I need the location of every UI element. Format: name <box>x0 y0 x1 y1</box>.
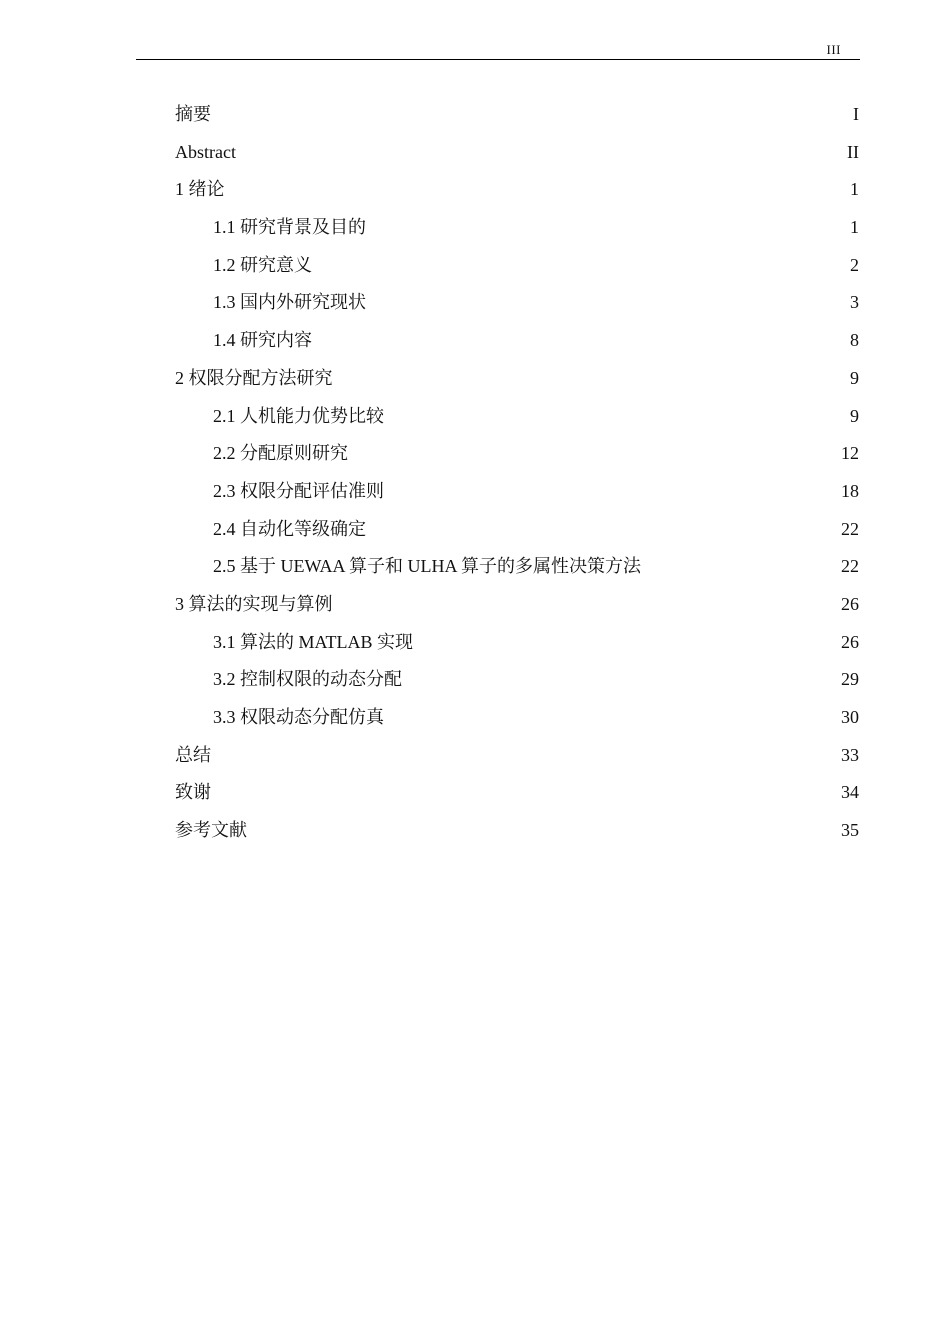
toc-entry-page: 30 <box>841 707 859 727</box>
toc-entry-title: Abstract <box>175 141 236 162</box>
page-number: III <box>826 42 841 57</box>
toc-entry-references[interactable] <box>175 812 859 850</box>
toc-entry-page: 35 <box>841 820 859 841</box>
toc-entry-title: 1.1 研究背景及目的 <box>213 217 366 238</box>
toc-entry-title: 2.4 自动化等级确定 <box>213 518 366 539</box>
toc-entry-acknowledgements[interactable] <box>175 774 859 812</box>
toc-entry-section-1-4[interactable] <box>175 322 859 360</box>
toc-entry-title: 2 权限分配方法研究 <box>175 367 333 388</box>
toc-entry-page: 9 <box>850 405 859 426</box>
toc-entry-section-3-2[interactable] <box>175 661 859 699</box>
toc-entry-page: 12 <box>841 443 859 464</box>
toc-entry-title: 3.2 控制权限的动态分配 <box>213 669 402 690</box>
toc-entry-page: 2 <box>850 254 859 275</box>
toc-entry-title: 1 绪论 <box>175 179 225 200</box>
toc-entry-page: 8 <box>850 330 859 351</box>
toc-entry-title: 总结 <box>175 744 211 765</box>
toc-entry-page: 9 <box>850 367 859 388</box>
toc-entry-section-3-3[interactable] <box>175 699 859 737</box>
toc-entry-section-2-2[interactable] <box>175 435 859 473</box>
table-of-contents <box>175 96 859 850</box>
toc-entry-page: 18 <box>841 480 859 501</box>
toc-entry-title: 1.4 研究内容 <box>213 330 312 351</box>
toc-entry-title: 2.2 分配原则研究 <box>213 443 348 464</box>
toc-entry-section-1-2[interactable] <box>175 247 859 285</box>
toc-entry-section-2-5[interactable] <box>175 548 859 586</box>
toc-entry-title: 2.1 人机能力优势比较 <box>213 405 384 426</box>
toc-entry-section-1-3[interactable] <box>175 284 859 322</box>
toc-entry-conclusion[interactable] <box>175 737 859 775</box>
toc-entry-title: 3.3 权限动态分配仿真 <box>213 707 384 727</box>
toc-entry-page: 26 <box>841 631 859 652</box>
toc-entry-page: II <box>847 141 859 162</box>
toc-entry-title: 3.1 算法的 MATLAB 实现 <box>213 631 414 652</box>
toc-entry-page: I <box>853 104 859 124</box>
toc-entry-chapter-2[interactable] <box>175 360 859 398</box>
toc-entry-page: 22 <box>841 518 859 539</box>
toc-entry-section-2-3[interactable] <box>175 473 859 511</box>
toc-entry-title: 2.3 权限分配评估准则 <box>213 480 384 501</box>
toc-entry-title: 1.3 国内外研究现状 <box>213 292 366 313</box>
toc-entry-chapter-3[interactable] <box>175 586 859 624</box>
toc-entry-title: 3 算法的实现与算例 <box>175 593 333 614</box>
toc-entry-section-3-1[interactable] <box>175 624 859 662</box>
toc-entry-page: 29 <box>841 669 859 690</box>
toc-entry-section-1-1[interactable] <box>175 209 859 247</box>
toc-entry-abstract-en[interactable] <box>175 134 859 172</box>
toc-entry-page: 1 <box>850 217 859 238</box>
toc-entry-page: 3 <box>850 292 859 313</box>
toc-entry-title: 2.5 基于 UEWAA 算子和 ULHA 算子的多属性决策方法 <box>213 556 641 577</box>
toc-entry-title: 致谢 <box>175 782 211 803</box>
toc-entry-page: 26 <box>841 593 859 614</box>
toc-entry-title: 1.2 研究意义 <box>213 254 312 275</box>
toc-entry-page: 22 <box>841 556 859 577</box>
toc-entry-chapter-1[interactable] <box>175 171 859 209</box>
toc-entry-page: 33 <box>841 744 859 765</box>
toc-entry-section-2-4[interactable] <box>175 511 859 549</box>
toc-entry-page: 1 <box>850 179 859 200</box>
toc-entry-title: 摘要 <box>175 104 211 124</box>
toc-entry-abstract-cn[interactable] <box>175 96 859 134</box>
toc-entry-title: 参考文献 <box>175 820 247 841</box>
toc-entry-page: 34 <box>841 782 859 803</box>
toc-entry-section-2-1[interactable] <box>175 398 859 436</box>
page-header <box>136 40 860 60</box>
